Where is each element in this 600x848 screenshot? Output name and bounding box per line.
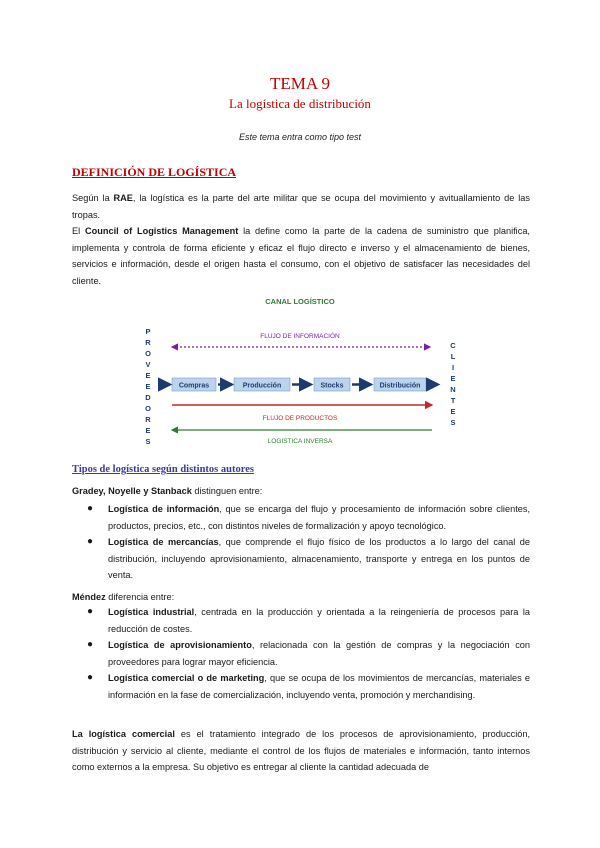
vertical-letter: I (451, 363, 455, 372)
paragraph-council (72, 223, 530, 289)
vertical-letter: R (145, 338, 151, 347)
list-item (72, 501, 530, 534)
vertical-letter: S (145, 437, 151, 446)
logistics-channel-diagram (140, 292, 460, 452)
list-item (72, 637, 530, 670)
diagram-title: CANAL LOGÍSTICO (265, 297, 335, 306)
exam-note: Este tema entra como tipo test (238, 132, 362, 142)
list-item (72, 534, 530, 584)
bullet-icon: ● (87, 536, 94, 547)
list-item (72, 604, 530, 637)
bold-run: Méndez (72, 592, 106, 602)
text-run: es el tratamiento integrado de los procesos de aprovisionamiento, producción, distribución y servicio al cliente, mediante el control de los flujos de materiales e información, tanto internos como externos a la empresa. Su objetivo es entregar al cliente la cantidad adecuada de (72, 729, 531, 772)
paragraph-rae (72, 190, 530, 223)
vertical-letter: E (145, 371, 151, 380)
vertical-letter: L (450, 352, 456, 361)
list-mendez (72, 604, 530, 703)
bullet-icon: ● (87, 672, 94, 683)
step-label-distribucion: Distribución (379, 382, 421, 390)
vertical-letter: T (450, 396, 456, 405)
text-run: , que comprende el flujo físico de los productos a lo largo del canal de distribución, incluyendo aprovisionamiento, almacenamiento, transporte y entrega en los puntos de venta. (108, 537, 530, 580)
bullet-icon: ● (87, 503, 94, 514)
providers-label (145, 327, 151, 446)
text-run: distinguen entre: (191, 486, 263, 496)
paragraph-commercial-logistics (72, 726, 530, 776)
vertical-letter: E (450, 374, 456, 383)
vertical-letter: V (145, 360, 151, 369)
lead-gradey (72, 486, 262, 496)
vertical-letter: E (145, 426, 151, 435)
text-run: El (72, 226, 85, 236)
step-label-compras: Compras (178, 382, 210, 390)
reverse-flow-label: LOGISTICA INVERSA (267, 438, 333, 445)
text-run: diferencia entre: (105, 592, 175, 602)
product-flow-label: FLUJO DE PRODUCTOS (262, 415, 338, 422)
lead-mendez (72, 592, 174, 602)
bold-run: Logística de aprovisionamiento (108, 640, 252, 650)
list-gradey (72, 501, 530, 584)
text-run: , que se encarga del flujo y procesamiento de información sobre clientes, productos, precios, etc., con distintos niveles de formalización y apoyo tecnológico. (108, 504, 530, 531)
vertical-letter: O (145, 404, 151, 413)
bold-run: Gradey, Noyelle y Stanback (72, 486, 192, 496)
bullet-icon: ● (87, 639, 94, 650)
section-heading-definition: DEFINICIÓN DE LOGÍSTICA (72, 165, 237, 179)
bold-run: Logística de mercancías (108, 537, 219, 547)
vertical-letter: N (450, 385, 456, 394)
bold-run: Council of Logistics Management (84, 226, 239, 236)
bold-run: La logística comercial (72, 729, 175, 739)
page-subtitle: La logística de distribución (229, 96, 371, 111)
page-title: TEMA 9 (270, 74, 330, 93)
vertical-letter: O (145, 349, 151, 358)
clients-label (450, 341, 456, 427)
info-flow-label: FLUJO DE INFORMACIÓN (260, 333, 340, 340)
vertical-letter: S (450, 418, 456, 427)
text-run: , relacionada con la gestión de compras y la negociación con proveedores para lograr mayor eficiencia. (108, 640, 531, 667)
text-run: , que se ocupa de los movimientos de mercancías, materiales e información en la fase de comercialización, incluyendo venta, promoción y merchandising. (108, 673, 531, 700)
text-run: , centrada en la producción y orientada a la reingeniería de procesos para la reducción de costes. (108, 607, 531, 634)
bold-run: Logística comercial o de marketing (108, 673, 265, 683)
vertical-letter: D (145, 393, 151, 402)
list-item (72, 670, 530, 703)
vertical-letter: E (145, 382, 151, 391)
text-run: la define como la parte de la cadena de suministro que planifica, implementa y controla de forma eficiente y eficaz el flujo directo e inverso y el almacenamiento de bienes, servicios e información, desde el origen hasta el consumo, con el objetivo de satisfacer las necesidades del cliente. (72, 226, 530, 286)
bold-run: Logística industrial (108, 607, 195, 617)
bold-run: RAE (113, 193, 133, 203)
text-run: Según la (72, 193, 114, 203)
step-label-produccion: Producción (242, 382, 282, 390)
bold-run: Logística de información (108, 504, 220, 514)
bullet-icon: ● (87, 606, 94, 617)
vertical-letter: E (450, 407, 456, 416)
vertical-letter: R (145, 415, 151, 424)
vertical-letter: P (145, 327, 151, 336)
text-run: , la logística es la parte del arte militar que se ocupa del movimiento y avituallamiento de las tropas. (72, 193, 531, 220)
vertical-letter: C (450, 341, 456, 350)
step-label-stocks: Stocks (320, 382, 344, 390)
section-heading-types: Tipos de logística según distintos autores (72, 464, 254, 475)
